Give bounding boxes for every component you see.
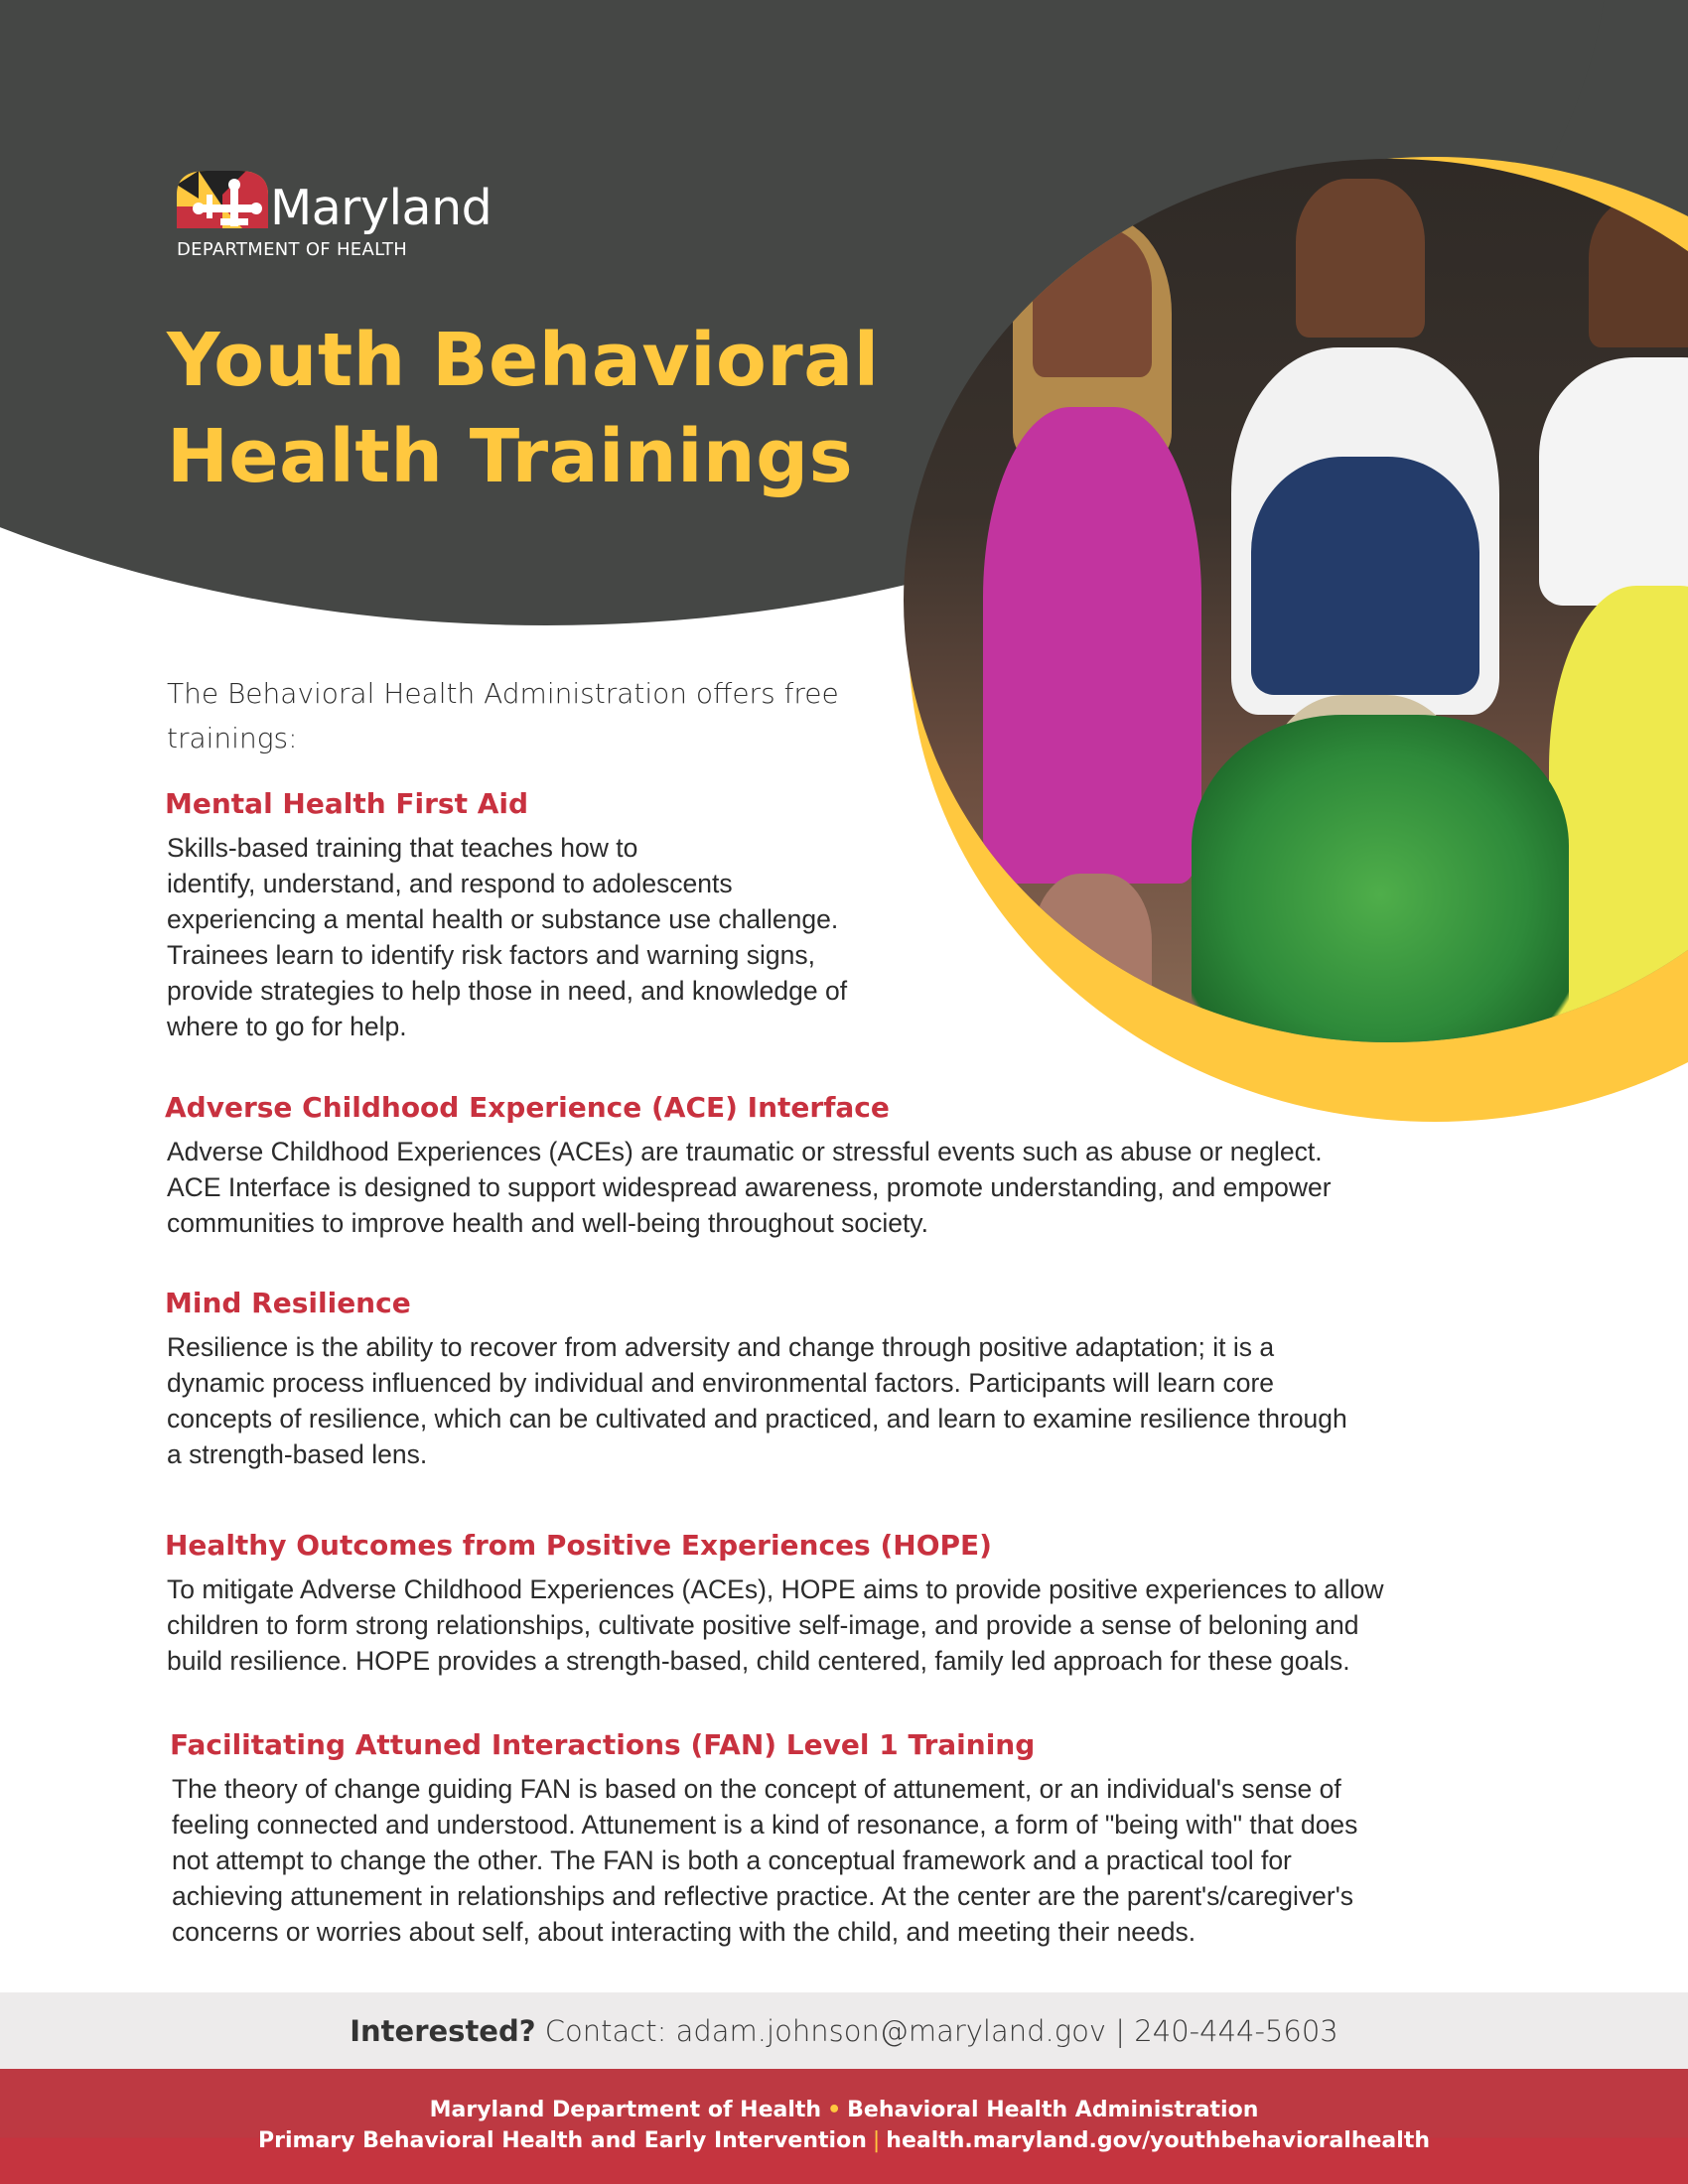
section-heading: Mind Resilience [165,1287,411,1319]
maryland-flag-icon [177,171,268,228]
body-line: concerns or worries about self, about interacting with the child, and meeting their needs. [172,1917,1196,1947]
person-2-head [1296,179,1425,338]
body-line: build resilience. HOPE provides a strength-based, child centered, family led approach for these goals. [167,1646,1350,1676]
plant [1192,715,1569,1042]
body-line: experiencing a mental health or substance use challenge. [167,904,839,934]
section-mental-health-first-aid [165,784,999,1044]
section-body [167,1134,1615,1241]
footer-org: Maryland Department of Health [429,2098,822,2122]
footer-line-2 [0,2126,1688,2156]
title-line-1: Youth Behavioral [167,318,880,403]
body-line: achieving attunement in relationships and reflective practice. At the center are the parent's/caregiver's [172,1881,1354,1911]
body-line: dynamic process influenced by individual and environmental factors. Participants will learn core [167,1368,1275,1398]
body-line: concepts of resilience, which can be cultivated and practiced, and learn to examine resilience through [167,1404,1347,1433]
body-line: Resilience is the ability to recover from adversity and change through positive adaptation; it is a [167,1332,1275,1362]
body-line: a strength-based lens. [167,1439,428,1469]
body-line: feeling connected and understood. Attunement is a kind of resonance, a form of "being with" that does [172,1810,1358,1840]
person-3-pants [1549,586,1688,1042]
section-mind-resilience [165,1284,1615,1472]
body-line: provide strategies to help those in need, and knowledge of [167,976,848,1006]
section-hope [165,1526,1615,1679]
section-heading: Mental Health First Aid [165,787,529,820]
footer-admin: Behavioral Health Administration [847,2098,1259,2122]
body-line: not attempt to change the other. The FAN is both a conceptual framework and a practical tool for [172,1845,1292,1875]
contact-separator: | [1115,2013,1126,2048]
footer-bullet: • [827,2098,842,2122]
title-line-2: Health Trainings [167,414,854,499]
body-line: To mitigate Adverse Childhood Experiences (ACEs), HOPE aims to provide positive experiences to allow [167,1574,1384,1604]
contact-phone-link[interactable]: 240-444-5603 [1134,2013,1338,2048]
contact-line [350,2014,1337,2048]
body-line: ACE Interface is designed to support widespread awareness, promote understanding, and empower [167,1172,1332,1202]
logo-wordmark: Maryland [270,180,492,236]
body-line: children to form strong relationships, cultivate positive self-image, and provide a sense of beloning and [167,1610,1359,1640]
contact-label: Contact: [544,2013,667,2048]
footer [0,2069,1688,2184]
contact-lead: Interested? [350,2013,536,2048]
footer-division: Primary Behavioral Health and Early Intervention [258,2128,867,2153]
body-line: Adverse Childhood Experiences (ACEs) are traumatic or stressful events such as abuse or neglect. [167,1137,1323,1166]
body-line: where to go for help. [167,1012,407,1041]
section-body [167,830,999,1044]
section-heading: Facilitating Attuned Interactions (FAN) Level 1 Training [170,1728,1036,1761]
logo-subtitle: DEPARTMENT OF HEALTH [177,239,408,260]
footer-line-1 [0,2096,1688,2125]
section-fan [170,1725,1629,1950]
body-line: communities to improve health and well-being throughout society. [167,1208,928,1238]
person-1-legs [1033,874,1152,1042]
contact-band [0,1992,1688,2069]
person-1-dress [983,407,1201,884]
person-2-shirt-panel [1251,457,1479,695]
footer-separator: | [872,2128,881,2153]
body-line: identify, understand, and respond to adolescents [167,869,733,898]
section-body [167,1329,1615,1472]
contact-email-link[interactable]: adam.johnson@maryland.gov [675,2013,1107,2048]
person-3-head [1589,199,1688,347]
page-title [167,313,880,505]
section-heading: Healthy Outcomes from Positive Experiences (HOPE) [165,1529,992,1562]
body-line: Trainees learn to identify risk factors and warning signs, [167,940,815,970]
footer-website-link[interactable]: health.maryland.gov/youthbehavioralhealth [886,2128,1430,2153]
section-heading: Adverse Childhood Experience (ACE) Interface [165,1091,890,1124]
section-body [167,1571,1615,1679]
body-line: The theory of change guiding FAN is based on the concept of attunement, or an individual's sense of [172,1774,1341,1804]
section-ace-interface [165,1088,1615,1241]
intro-text: The Behavioral Health Administration offers free trainings: [167,677,839,754]
person-1-head [1033,228,1152,377]
maryland-logo [177,171,492,236]
section-body [172,1771,1629,1950]
person-3-shirt [1539,357,1688,606]
body-line: Skills-based training that teaches how to [167,833,638,863]
